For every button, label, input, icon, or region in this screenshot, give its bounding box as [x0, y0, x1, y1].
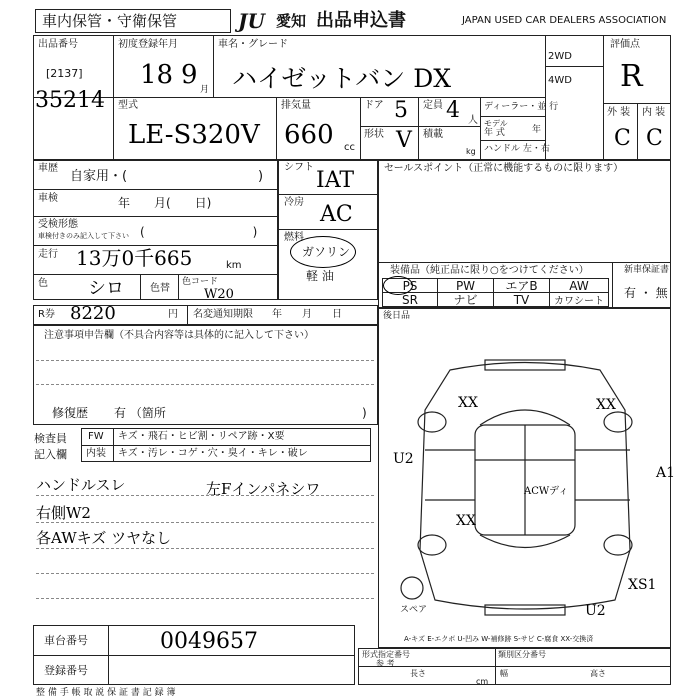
note-line1b: 左Fインパネシワ: [206, 480, 321, 498]
history-value: 自家用・(: [70, 169, 128, 184]
history-close: ): [258, 169, 264, 184]
reg-year: 18: [140, 60, 174, 90]
warranty-label: 新車保証書: [624, 265, 670, 275]
grade-value: R: [620, 59, 643, 94]
shift-value: IAT: [316, 168, 355, 193]
inspection-label: 車検: [38, 193, 58, 204]
length-unit: cm: [476, 677, 489, 686]
chassis-label: 車台番号: [44, 634, 88, 647]
ps-circle: [383, 276, 413, 295]
interior-label: 内 装: [642, 107, 666, 118]
reg-month-unit: 月: [200, 85, 210, 95]
reg-month: 9: [181, 60, 198, 90]
fuel-label: 燃料: [284, 232, 304, 243]
ju-logo: JU: [238, 9, 265, 33]
damage-mark-5: XX: [456, 513, 476, 529]
equipment-label: 装備品（純正品に限り○をつけてください）: [390, 265, 589, 276]
damage-mark-2: XX: [596, 397, 616, 413]
lot-small: [2137]: [46, 67, 83, 80]
model-label: 型式: [118, 100, 138, 111]
interior-row-label: 内装: [86, 448, 106, 459]
equip-navi: ナビ: [437, 292, 494, 307]
capacity-value: 4: [446, 98, 460, 123]
caution-label: 注意事項申告欄（不具合内容等は具体的に記入して下さい）: [44, 330, 314, 341]
displacement-unit: cc: [344, 142, 355, 153]
fw-items: キズ・飛石・ヒビ割・リペア跡・X要: [118, 431, 285, 442]
sales-points-label: セールスポイント（正常に機能するものに限ります）: [384, 163, 624, 174]
roof-mark: ACWディ: [524, 486, 569, 497]
color-code-label: 色コード: [182, 277, 219, 287]
color-change-label: 色替: [150, 283, 170, 294]
doors-label: ドア: [364, 100, 384, 111]
receipt-paren: ( ): [140, 225, 258, 239]
gasoline-circle: [290, 236, 356, 268]
length-label: 長さ: [410, 669, 426, 678]
equip-ps: PS: [382, 278, 438, 293]
rear-items-label: 後日品: [383, 311, 411, 321]
equip-pw: PW: [437, 278, 494, 293]
damage-mark-6: XS1: [628, 577, 657, 593]
interior-items: キズ・汚レ・コゲ・穴・臭イ・キレ・破レ: [118, 448, 308, 459]
chassis-value: 0049657: [160, 629, 258, 654]
registration-label: 登録番号: [44, 664, 88, 677]
lot-number: 35214: [35, 88, 105, 113]
repair-close: ): [362, 406, 367, 420]
equip-leather: カワシート: [549, 292, 609, 307]
ac-label: 冷房: [284, 197, 304, 208]
shape-label: 形状: [364, 129, 384, 140]
load-label: 積載: [423, 129, 443, 140]
fuel-diesel: 軽 油: [306, 269, 334, 283]
repair-value: 有 （箇所: [114, 406, 166, 420]
note-line3: 各AWキズ ツヤなし: [36, 529, 172, 547]
capacity-label: 定員: [423, 100, 443, 111]
shape-value: V: [396, 128, 412, 153]
inspection-value: 年 月( 日): [118, 196, 212, 210]
note-line1: ハンドルスレ: [36, 476, 126, 494]
name-change-label: 名変通知期限: [193, 309, 253, 320]
model-value: LE-S320V: [128, 120, 260, 150]
record-label: 記入欄: [34, 448, 67, 461]
page-title: 出品申込書: [316, 10, 406, 31]
color-code-value: W20: [204, 287, 234, 302]
dealer-label: ディーラー・並 行: [484, 102, 559, 112]
fuel-gasoline: ガソリン: [302, 245, 351, 259]
shift-label: シフト: [284, 162, 314, 173]
damage-mark-4: A1: [656, 465, 676, 481]
r-ticket-unit: 円: [168, 309, 178, 320]
grade-label: 評価点: [610, 39, 640, 50]
first-reg-label: 初度登録年月: [118, 39, 178, 50]
equip-aw: AW: [549, 278, 609, 293]
type-ref: 参 考: [376, 659, 395, 668]
mileage-value: 13万0千665: [76, 246, 193, 270]
note-line2: 右側W2: [36, 504, 91, 522]
class-label: 類別区分番号: [498, 650, 546, 659]
damage-mark-1: XX: [458, 395, 478, 411]
storage-label: 車内保管・守衛保管: [42, 12, 178, 30]
association-name: JAPAN USED CAR DEALERS ASSOCIATION: [462, 15, 667, 26]
damage-mark-3: U2: [393, 451, 414, 467]
type-spec-label: 形式指定番号: [362, 650, 410, 659]
exterior-value: C: [614, 126, 631, 151]
r-ticket-value: 8220: [70, 303, 116, 324]
r-ticket-label: R券: [38, 309, 55, 320]
year-unit: 年: [532, 125, 542, 135]
damage-mark-7: U2: [585, 603, 606, 619]
drive-4wd: 4WD: [548, 75, 572, 86]
exterior-label: 外 装: [607, 107, 631, 118]
ac-value: AC: [320, 202, 353, 227]
handle-label: ハンドル 左・右: [484, 144, 550, 154]
year-label: 年 式: [484, 128, 505, 138]
inspector-label: 検査員: [34, 432, 67, 445]
receipt-note: 車検付きのみ記入して下さい: [38, 232, 129, 240]
logo-text: 愛知: [276, 12, 307, 30]
load-unit: kg: [466, 147, 476, 156]
interior-value: C: [646, 126, 663, 151]
doors-value: 5: [394, 98, 408, 123]
name-grade-value: ハイゼットバン DX: [232, 64, 452, 93]
displacement-value: 660: [284, 120, 334, 150]
color-label: 色: [38, 278, 48, 289]
mileage-unit: km: [226, 260, 242, 271]
name-change-value: 年 月 日: [272, 309, 342, 320]
bottom-strip: 整 備 手 帳 取 説 保 証 書 記 録 簿: [36, 688, 176, 698]
width-label: 幅: [500, 669, 508, 678]
receipt-label: 受検形態: [38, 219, 78, 230]
capacity-unit: 人: [468, 115, 478, 126]
mileage-label: 走行: [38, 249, 58, 260]
spare-label: スペア: [400, 605, 428, 615]
drive-2wd: 2WD: [548, 51, 572, 62]
name-grade-label: 車名・グレード: [218, 39, 288, 50]
model-year-label: モデル: [484, 119, 508, 128]
history-label: 車歴: [38, 163, 58, 174]
repair-label: 修復歴: [52, 406, 89, 420]
equip-airbag: エアB: [493, 278, 550, 293]
height-label: 高さ: [590, 669, 606, 678]
equip-sr: SR: [382, 292, 438, 307]
warranty-options: 有 ・ 無: [624, 286, 668, 300]
fw-label: FW: [88, 431, 104, 442]
equip-tv: TV: [493, 292, 550, 307]
displacement-label: 排気量: [281, 100, 311, 111]
damage-legend: A-キズ E-エクボ U-凹み W-補修跡 S-サビ C-腐食 XX-交換済: [404, 635, 594, 643]
lot-label: 出品番号: [38, 39, 78, 50]
color-value: シロ: [88, 278, 124, 299]
